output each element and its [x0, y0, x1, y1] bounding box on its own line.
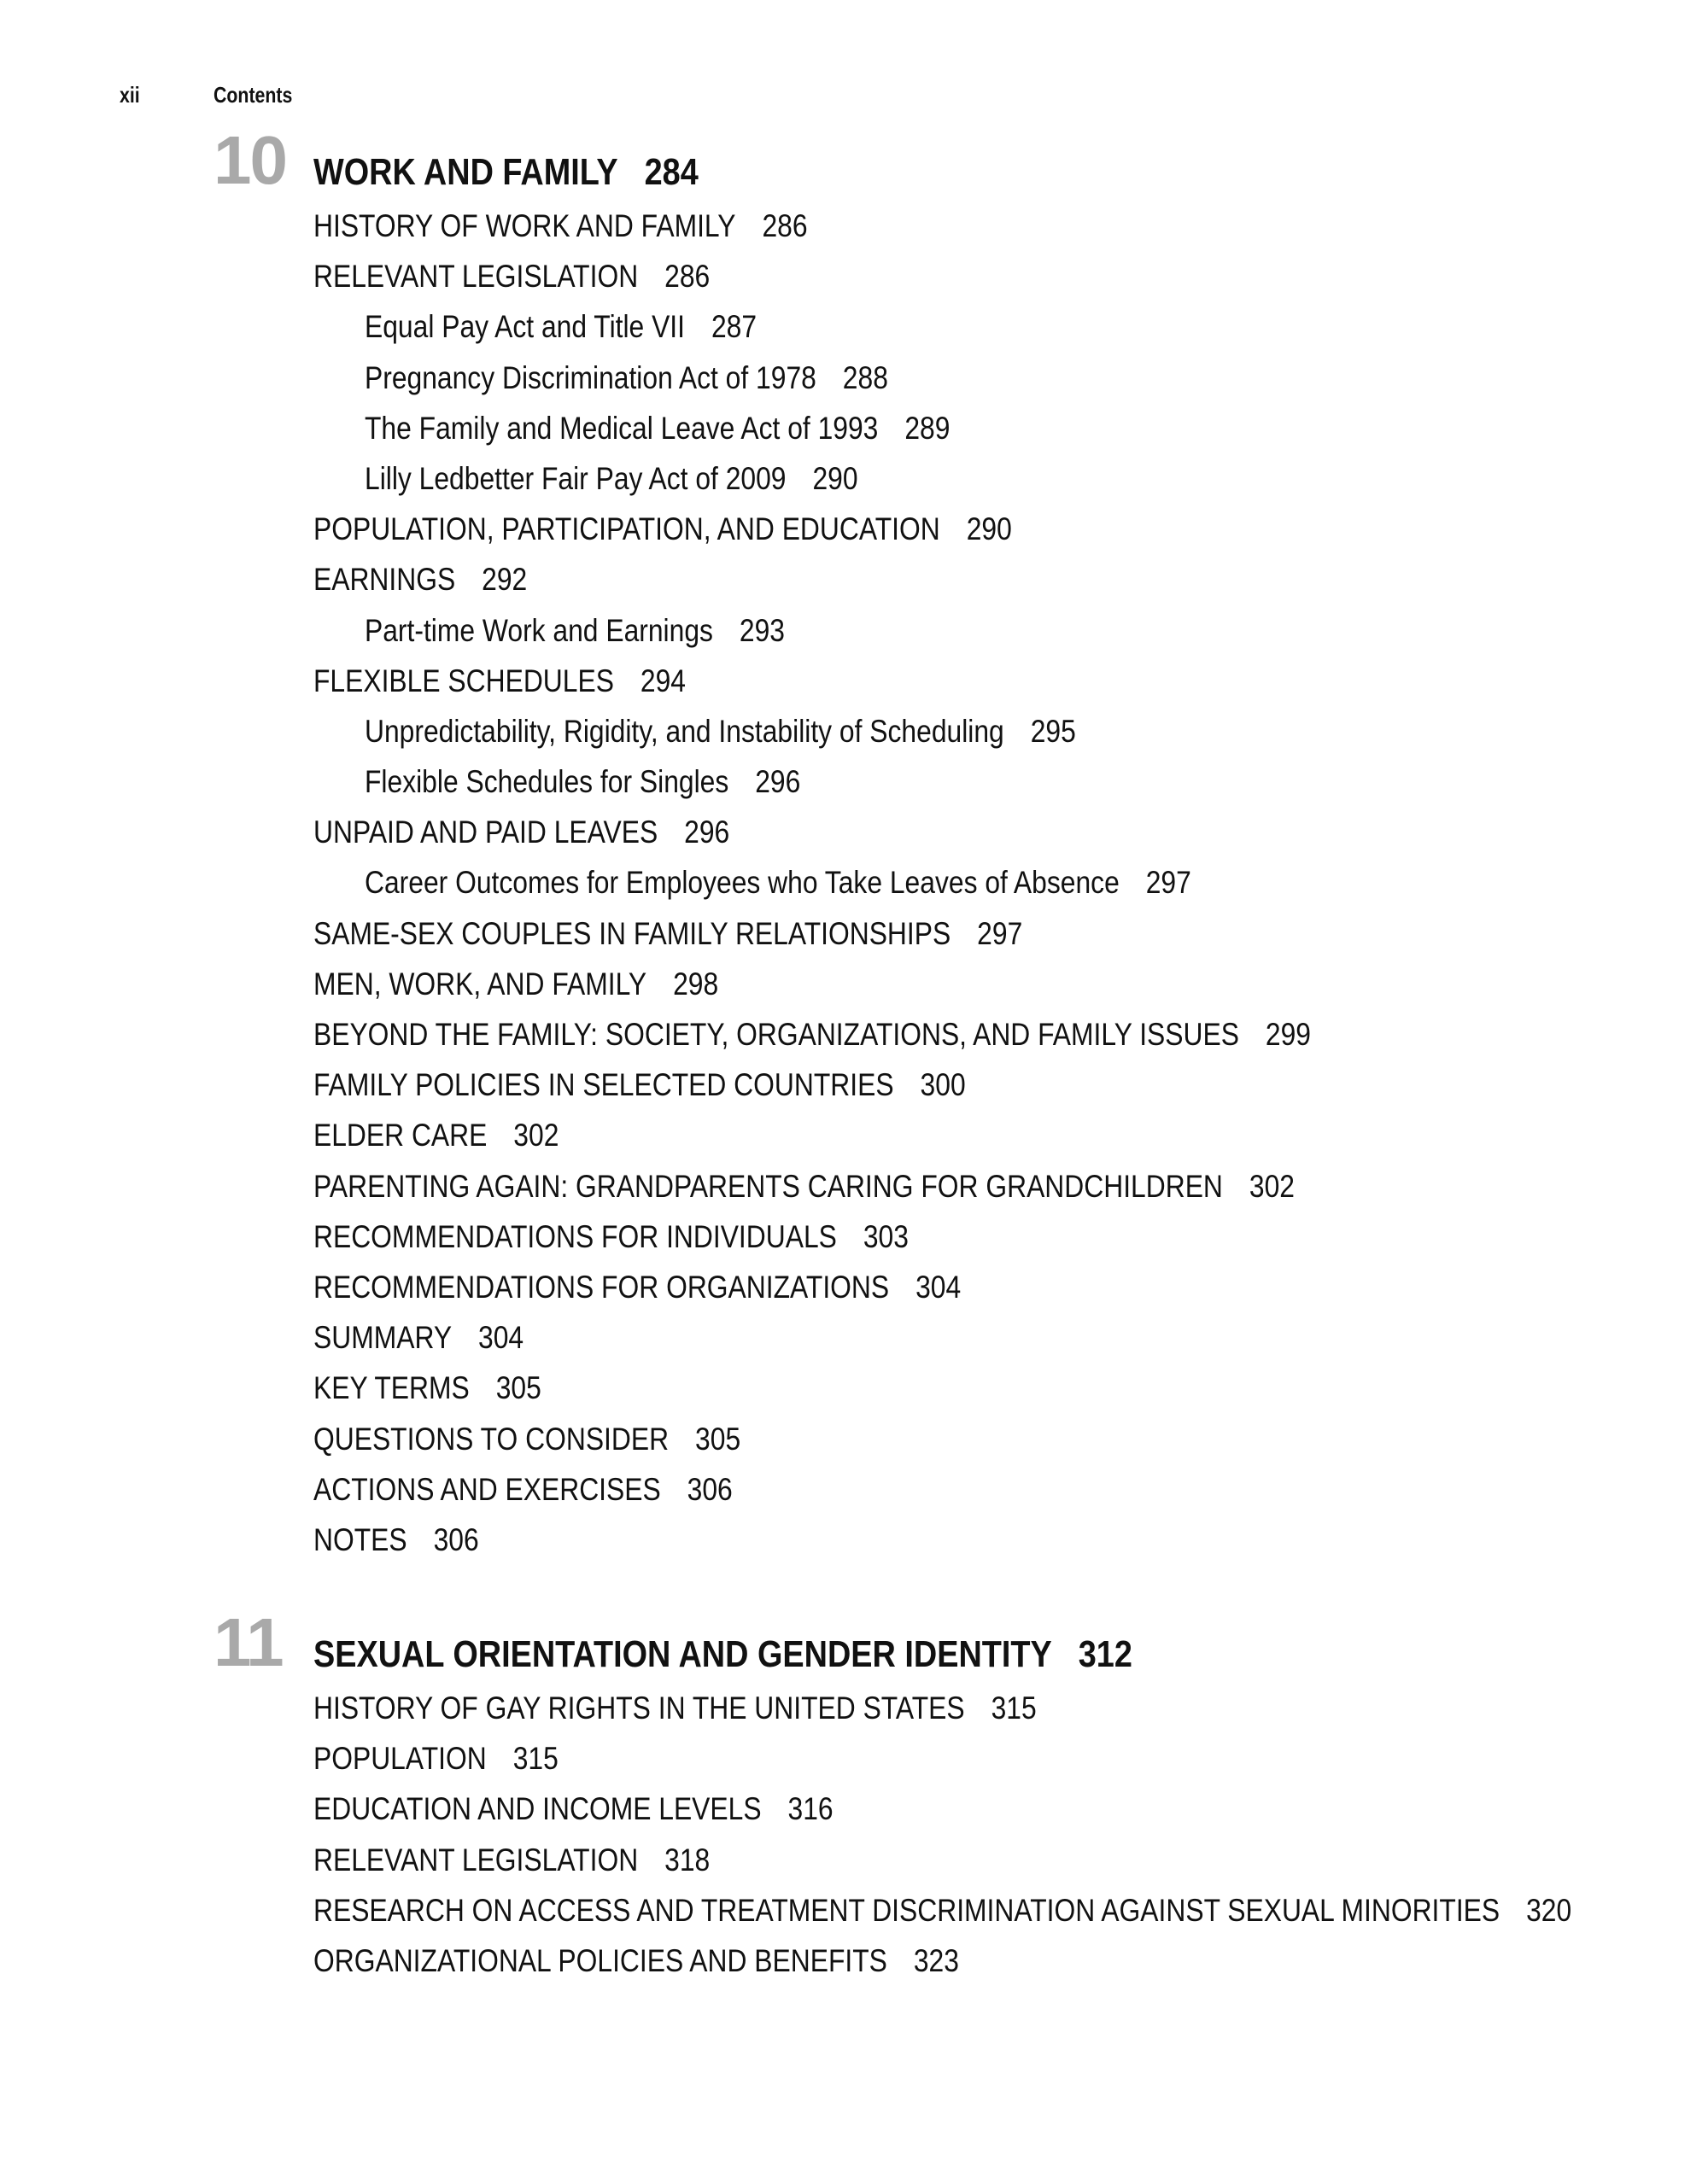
- toc-section-entry[interactable]: [313, 1784, 1571, 1834]
- entry-page-number: 316: [787, 1791, 834, 1827]
- entry-page-number: 294: [640, 663, 686, 698]
- entry-title: Flexible Schedules for Singles: [365, 764, 729, 800]
- entry-title: QUESTIONS TO CONSIDER: [313, 1421, 670, 1457]
- toc-subsection-entry[interactable]: [365, 353, 1318, 403]
- toc-section-entry[interactable]: [313, 251, 1311, 301]
- toc-entry-list: [313, 1683, 1708, 1986]
- chapter-number: 11: [214, 1604, 283, 1680]
- toc-section-entry[interactable]: [313, 1363, 1311, 1413]
- entry-page-number: 302: [513, 1118, 559, 1153]
- entry-title: RELEVANT LEGISLATION: [313, 259, 639, 295]
- entry-page-number: 303: [863, 1218, 909, 1254]
- entry-title: Part-time Work and Earnings: [365, 612, 713, 648]
- entry-title: RELEVANT LEGISLATION: [313, 1842, 639, 1877]
- entry-page-number: 299: [1265, 1017, 1311, 1052]
- entry-title: FLEXIBLE SCHEDULES: [313, 663, 614, 698]
- entry-page-number: 300: [920, 1067, 966, 1103]
- entry-page-number: 305: [695, 1421, 741, 1457]
- chapter-title: SEXUAL ORIENTATION AND GENDER IDENTITY: [313, 1633, 1052, 1675]
- entry-title: Equal Pay Act and Title VII: [365, 309, 686, 345]
- toc-section-entry[interactable]: [313, 1683, 1571, 1733]
- entry-page-number: 306: [433, 1521, 479, 1557]
- chapter-page-number: 284: [644, 151, 699, 193]
- chapter-number: 10: [214, 122, 286, 198]
- entry-title: PARENTING AGAIN: GRANDPARENTS CARING FOR GRANDCHILDREN: [313, 1168, 1223, 1204]
- entry-page-number: 304: [478, 1320, 524, 1356]
- entry-page-number: 315: [512, 1741, 559, 1777]
- entry-page-number: 298: [673, 966, 719, 1001]
- entry-page-number: 290: [966, 511, 1012, 547]
- toc-subsection-entry[interactable]: [365, 605, 1318, 656]
- toc-section-entry[interactable]: [313, 1110, 1311, 1160]
- entry-title: NOTES: [313, 1521, 407, 1557]
- entry-title: Pregnancy Discrimination Act of 1978: [365, 359, 816, 395]
- entry-title: Lilly Ledbetter Fair Pay Act of 2009: [365, 460, 787, 496]
- toc-subsection-entry[interactable]: [365, 453, 1318, 504]
- entry-title: EARNINGS: [313, 562, 456, 598]
- toc-section-entry[interactable]: [313, 656, 1311, 706]
- toc-section-entry[interactable]: [313, 1515, 1311, 1565]
- entry-title: The Family and Medical Leave Act of 1993: [365, 410, 879, 446]
- entry-page-number: 289: [904, 410, 951, 446]
- toc-section-entry[interactable]: [313, 1464, 1311, 1515]
- toc-section-entry[interactable]: [313, 908, 1311, 959]
- toc-section-entry[interactable]: [313, 1009, 1311, 1060]
- entry-title: FAMILY POLICIES IN SELECTED COUNTRIES: [313, 1067, 894, 1103]
- entry-page-number: 293: [739, 612, 785, 648]
- entry-page-number: 323: [913, 1942, 959, 1978]
- entry-title: KEY TERMS: [313, 1370, 470, 1406]
- toc-subsection-entry[interactable]: [365, 857, 1318, 908]
- entry-page-number: 287: [711, 309, 757, 345]
- entry-page-number: 302: [1249, 1168, 1295, 1204]
- toc-section-entry[interactable]: [313, 1161, 1311, 1212]
- entry-page-number: 286: [664, 259, 711, 295]
- entry-page-number: 297: [977, 915, 1023, 951]
- toc-subsection-entry[interactable]: [365, 301, 1318, 352]
- entry-title: RECOMMENDATIONS FOR ORGANIZATIONS: [313, 1269, 890, 1305]
- entry-title: ELDER CARE: [313, 1118, 488, 1153]
- toc-section-entry[interactable]: [313, 1414, 1311, 1464]
- page-folio: xii: [120, 82, 140, 108]
- chapter-title-link[interactable]: [313, 147, 699, 198]
- entry-title: POPULATION, PARTICIPATION, AND EDUCATION: [313, 511, 940, 547]
- toc-section-entry[interactable]: [313, 807, 1311, 857]
- entry-page-number: 305: [495, 1370, 541, 1406]
- entry-page-number: 290: [812, 460, 858, 496]
- toc-subsection-entry[interactable]: [365, 756, 1318, 807]
- toc-section-entry[interactable]: [313, 1212, 1311, 1262]
- toc-section-entry[interactable]: [313, 504, 1311, 554]
- entry-title: SUMMARY: [313, 1320, 453, 1356]
- entry-title: RECOMMENDATIONS FOR INDIVIDUALS: [313, 1218, 837, 1254]
- entry-page-number: 296: [684, 815, 730, 850]
- entry-title: ORGANIZATIONAL POLICIES AND BENEFITS: [313, 1942, 887, 1978]
- entry-title: HISTORY OF WORK AND FAMILY: [313, 208, 736, 243]
- entry-page-number: 315: [991, 1691, 1037, 1726]
- entry-title: MEN, WORK, AND FAMILY: [313, 966, 647, 1001]
- entry-title: POPULATION: [313, 1741, 487, 1777]
- entry-page-number: 296: [755, 764, 801, 800]
- toc-section-entry[interactable]: [313, 1060, 1311, 1110]
- entry-title: HISTORY OF GAY RIGHTS IN THE UNITED STATES: [313, 1691, 965, 1726]
- entry-title: SAME-SEX COUPLES IN FAMILY RELATIONSHIPS: [313, 915, 951, 951]
- entry-page-number: 295: [1030, 713, 1076, 749]
- entry-title: Career Outcomes for Employees who Take Leaves of Absence: [365, 865, 1120, 901]
- toc-section-entry[interactable]: [313, 201, 1311, 251]
- toc-section-entry[interactable]: [313, 1312, 1311, 1363]
- toc-section-entry[interactable]: [313, 959, 1311, 1009]
- entry-page-number: 304: [915, 1269, 962, 1305]
- toc-section-entry[interactable]: [313, 1835, 1571, 1885]
- toc-section-entry[interactable]: [313, 1936, 1571, 1986]
- entry-title: RESEARCH ON ACCESS AND TREATMENT DISCRIMINATION AGAINST SEXUAL MINORITIES: [313, 1892, 1500, 1928]
- entry-page-number: 318: [664, 1842, 711, 1877]
- toc-section-entry[interactable]: [313, 554, 1311, 604]
- toc-section-entry[interactable]: [313, 1885, 1571, 1936]
- toc-section-entry[interactable]: [313, 1733, 1571, 1784]
- entry-title: ACTIONS AND EXERCISES: [313, 1471, 661, 1507]
- entry-page-number: 288: [842, 359, 888, 395]
- toc-entry-list: [313, 201, 1473, 1565]
- entry-title: UNPAID AND PAID LEAVES: [313, 815, 658, 850]
- entry-page-number: 306: [687, 1471, 733, 1507]
- entry-page-number: 297: [1145, 865, 1191, 901]
- running-title: Contents: [214, 82, 293, 108]
- toc-subsection-entry[interactable]: [365, 403, 1318, 453]
- chapter-title-link[interactable]: [313, 1629, 1132, 1680]
- toc-section-entry[interactable]: [313, 1262, 1311, 1312]
- entry-title: Unpredictability, Rigidity, and Instability of Scheduling: [365, 713, 1004, 749]
- chapter-title: WORK AND FAMILY: [313, 151, 618, 193]
- entry-page-number: 286: [762, 208, 808, 243]
- entry-page-number: 320: [1526, 1892, 1572, 1928]
- entry-title: EDUCATION AND INCOME LEVELS: [313, 1791, 762, 1827]
- running-head: [0, 82, 1708, 116]
- entry-title: BEYOND THE FAMILY: SOCIETY, ORGANIZATIONS, AND FAMILY ISSUES: [313, 1017, 1239, 1052]
- chapter-page-number: 312: [1078, 1633, 1132, 1675]
- toc-subsection-entry[interactable]: [365, 706, 1318, 756]
- entry-page-number: 292: [482, 562, 528, 598]
